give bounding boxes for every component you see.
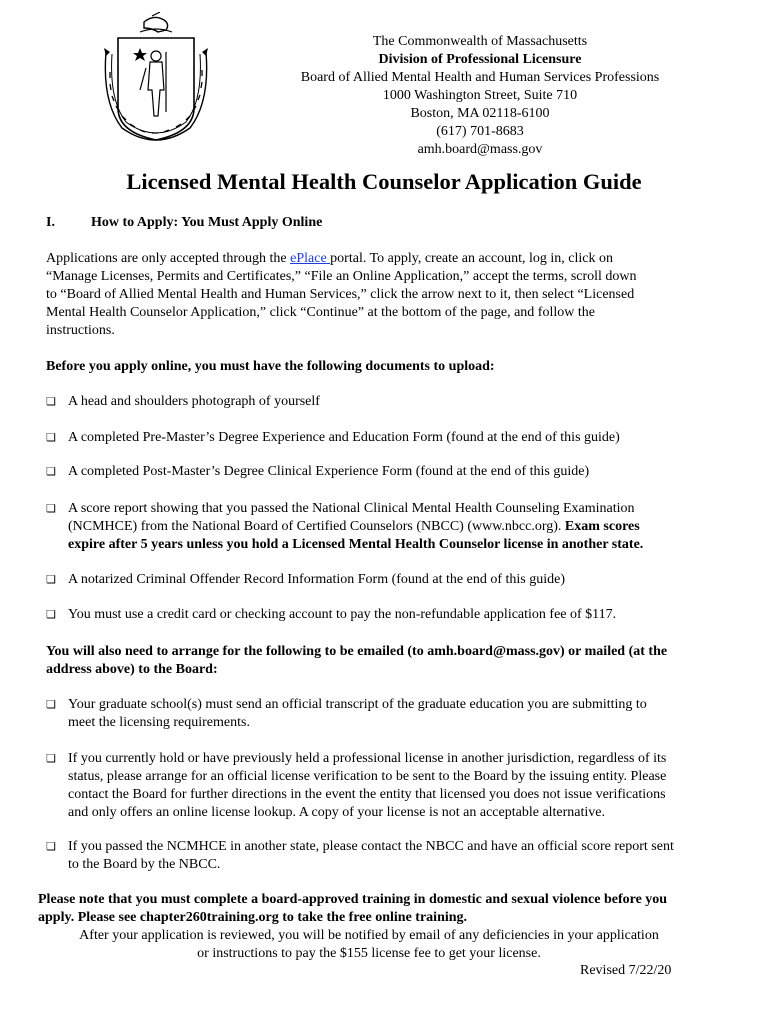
- checkbox-bullet-icon: ❏: [46, 699, 56, 711]
- list-item-line: If you passed the NCMHCE in another state, please contact the NBCC and have an official score report sent: [68, 839, 674, 854]
- list-item: [68, 500, 740, 554]
- intro-text-end: portal. To apply, create an account, log in, click on: [330, 251, 613, 266]
- phone-number: (617) 701-8683: [436, 124, 524, 139]
- review-note-line: After your application is reviewed, you will be notified by email of any deficiencies in your application: [79, 928, 659, 943]
- revised-date: Revised 7/22/20: [580, 963, 672, 978]
- list-item: A notarized Criminal Offender Record Information Form (found at the end of this guide): [68, 572, 565, 587]
- intro-line: “Manage Licenses, Permits and Certificates,” “File an Online Application,” accept the terms, scroll down: [46, 269, 637, 284]
- intro-text-start: Applications are only accepted through the: [46, 251, 291, 266]
- city-address: Boston, MA 02118-6100: [410, 106, 550, 121]
- commonwealth-name: The Commonwealth of Massachusetts: [372, 34, 588, 49]
- page-title: Licensed Mental Health Counselor Application Guide: [126, 169, 642, 194]
- list-item-line: meet the licensing requirements.: [68, 715, 250, 730]
- board-email: amh.board@mass.gov: [417, 142, 543, 157]
- list-item-line: (NCMHCE) from the National Board of Certified Counselors (NBCC) (www.nbcc.org).: [68, 519, 565, 534]
- list-item-line: status, please arrange for an official license verification to be sent to the Board by the issuing entity. Please: [68, 769, 667, 784]
- letterhead: [250, 33, 710, 159]
- intro-paragraph: [46, 250, 736, 340]
- section-heading: How to Apply: You Must Apply Online: [91, 215, 323, 230]
- checkbox-bullet-icon: ❏: [46, 432, 56, 444]
- intro-line: instructions.: [46, 323, 115, 338]
- list-item: A completed Post-Master’s Degree Clinical Experience Form (found at the end of this guide): [68, 464, 590, 479]
- arrange-heading-line: address above) to the Board:: [46, 662, 218, 677]
- list-item-emphasis: expire after 5 years unless you hold a Licensed Mental Health Counselor license in another state.: [68, 537, 644, 552]
- list-item-line: A score report showing that you passed the National Clinical Mental Health Counseling Examination: [68, 501, 635, 516]
- board-name: Board of Allied Mental Health and Human Services Professions: [300, 70, 660, 85]
- list-item: [68, 696, 740, 732]
- checkbox-bullet-icon: ❏: [46, 841, 56, 853]
- training-note-line: Please note that you must complete a board-approved training in domestic and sexual violence before you: [38, 892, 668, 907]
- training-note-line: apply. Please see chapter260training.org to take the free online training.: [38, 910, 468, 925]
- list-item: A completed Pre-Master’s Degree Experience and Education Form (found at the end of this guide): [68, 430, 620, 445]
- section-number: I.: [46, 215, 55, 230]
- training-note: [38, 891, 738, 927]
- list-item: A head and shoulders photograph of yourself: [68, 394, 320, 409]
- list-item-line: and only offers an online license lookup. A copy of your license is not an acceptable alternative.: [68, 805, 606, 820]
- intro-line: to “Board of Allied Mental Health and Human Services,” click the arrow next to it, then select “Licensed: [46, 287, 635, 302]
- checkbox-bullet-icon: ❏: [46, 753, 56, 765]
- review-note-line: or instructions to pay the $155 license fee to get your license.: [197, 946, 541, 961]
- list-item-emphasis: Exam scores: [564, 519, 640, 534]
- intro-line: Mental Health Counselor Application,” click “Continue” at the bottom of the page, and follow the: [46, 305, 595, 320]
- arrange-heading-line: You will also need to arrange for the following to be emailed (to amh.board@mass.gov) or mailed (at the: [46, 644, 668, 659]
- list-item-line: Your graduate school(s) must send an official transcript of the graduate education you are submitting to: [68, 697, 647, 712]
- list-item-line: If you currently hold or have previously held a professional license in another jurisdiction, regardless of its: [68, 751, 667, 766]
- documents-heading: Before you apply online, you must have the following documents to upload:: [46, 359, 495, 374]
- list-item: [68, 838, 740, 874]
- list-item-line: contact the Board for further directions in the event the entity that licensed you does not issue verifications: [68, 787, 666, 802]
- arrange-heading: [46, 643, 736, 679]
- list-item-line: to the Board by the NBCC.: [68, 857, 221, 872]
- review-note: [0, 927, 738, 963]
- checkbox-bullet-icon: ❏: [46, 503, 56, 515]
- division-name: Division of Professional Licensure: [378, 52, 582, 67]
- checkbox-bullet-icon: ❏: [46, 466, 56, 478]
- list-item: You must use a credit card or checking account to pay the non-refundable application fee of $117.: [68, 607, 617, 622]
- checkbox-bullet-icon: ❏: [46, 396, 56, 408]
- checkbox-bullet-icon: ❏: [46, 574, 56, 586]
- list-item: [68, 750, 740, 822]
- street-address: 1000 Washington Street, Suite 710: [382, 88, 578, 103]
- checkbox-bullet-icon: ❏: [46, 609, 56, 621]
- massachusetts-seal-icon: [100, 12, 212, 146]
- eplace-link[interactable]: ePlace: [290, 251, 331, 266]
